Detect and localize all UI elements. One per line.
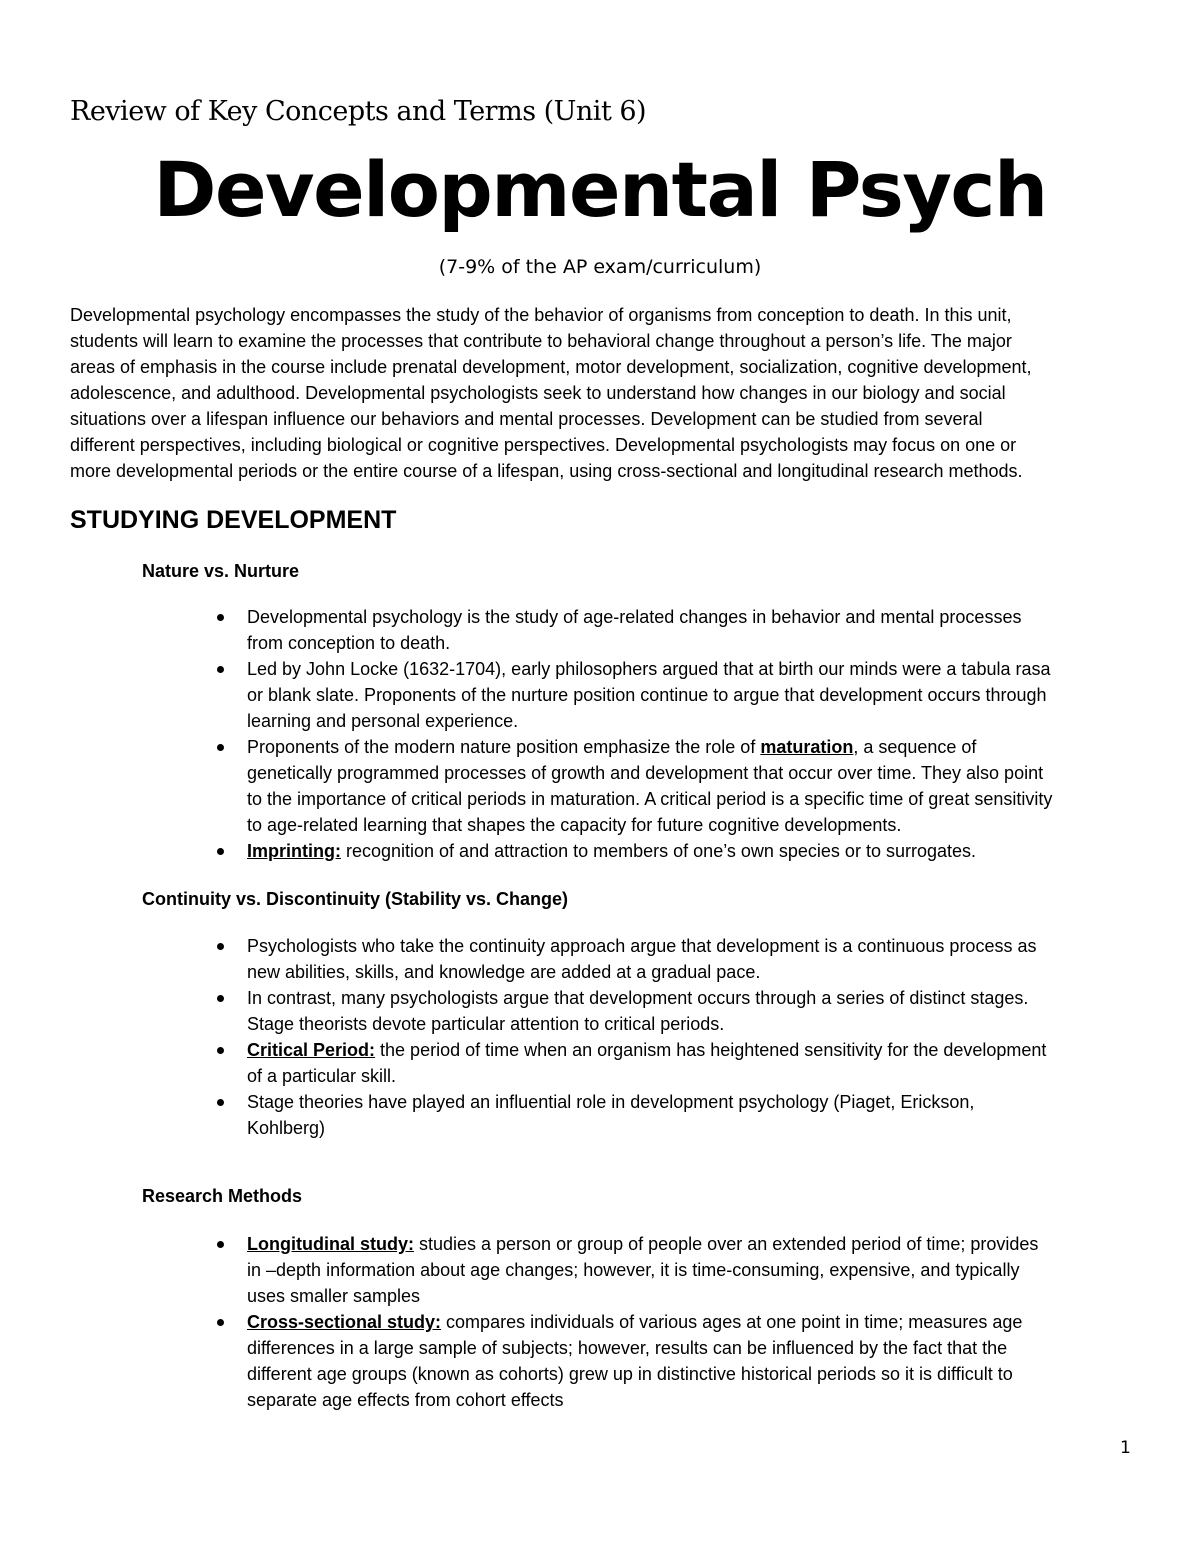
page-title: Developmental Psych <box>153 145 1047 234</box>
list-item-line: separate age effects from cohort effects <box>247 1390 564 1410</box>
list-item <box>247 1089 1147 1141</box>
list-item-line: from conception to death. <box>247 633 451 653</box>
intro-line: areas of emphasis in the course include prenatal development, motor development, socialization, cognitive development, <box>70 357 1032 377</box>
bullet-icon <box>217 1099 224 1106</box>
list-item-text: compares individuals of various ages at one point in time; measures age <box>441 1312 1023 1332</box>
list-item-line <box>247 1309 1147 1335</box>
list-item <box>247 1231 1147 1309</box>
list-item <box>247 656 1147 734</box>
bullet-icon <box>217 1241 224 1248</box>
intro-line: situations over a lifespan influence our behaviors and mental processes. Development can be studied from several <box>70 409 983 429</box>
list-item <box>247 604 1147 656</box>
bullet-icon <box>217 666 224 673</box>
list-item-line: to age-related learning that shapes the capacity for future cognitive developments. <box>247 815 902 835</box>
bullet-icon <box>217 744 224 751</box>
bullet-icon <box>217 614 224 621</box>
intro-line: more developmental periods or the entire course of a lifespan, using cross-sectional and longitudinal research methods. <box>70 461 1023 481</box>
nature-bullet-list <box>247 604 1147 864</box>
bullet-icon <box>217 1319 224 1326</box>
list-item <box>247 1309 1147 1413</box>
section-heading: STUDYING DEVELOPMENT <box>70 506 397 534</box>
research-bullet-list <box>247 1231 1147 1413</box>
intro-line: Developmental psychology encompasses the study of the behavior of organisms from conception to death. In this unit, <box>70 305 1012 325</box>
list-item-line: Kohlberg) <box>247 1118 326 1138</box>
bullet-icon <box>217 848 224 855</box>
continuity-bullet-list <box>247 933 1147 1141</box>
bullet-icon <box>217 995 224 1002</box>
bullet-icon <box>217 943 224 950</box>
list-item-line <box>247 1231 1147 1257</box>
term-imprinting: Imprinting: <box>247 841 341 861</box>
list-item-line <box>247 838 1147 864</box>
list-item <box>247 734 1147 838</box>
subheading-nature-vs-nurture: Nature vs. Nurture <box>142 561 300 581</box>
list-item-line: uses smaller samples <box>247 1286 421 1306</box>
list-item-text: recognition of and attraction to members of one’s own species or to surrogates. <box>340 841 976 861</box>
list-item-line: genetically programmed processes of growth and development that occur over time. They also point <box>247 763 1044 783</box>
term-cross-sectional-study: Cross-sectional study: <box>247 1312 442 1332</box>
bullet-icon <box>217 1047 224 1054</box>
list-item <box>247 838 1147 864</box>
list-item-text: the period of time when an organism has heightened sensitivity for the development <box>375 1040 1047 1060</box>
subheading-research-methods: Research Methods <box>142 1186 303 1206</box>
list-item <box>247 1037 1147 1089</box>
intro-paragraph <box>70 302 1140 484</box>
list-item-text: , a sequence of <box>853 737 977 757</box>
list-item-line: to the importance of critical periods in maturation. A critical period is a specific time of great sensitivity <box>247 789 1053 809</box>
list-item <box>247 933 1147 985</box>
list-item-line: of a particular skill. <box>247 1066 397 1086</box>
list-item-line: in –depth information about age changes; however, it is time-consuming, expensive, and typically <box>247 1260 1020 1280</box>
list-item-line: Psychologists who take the continuity approach argue that development is a continuous process as <box>247 936 1037 956</box>
list-item-line: Stage theorists devote particular attention to critical periods. <box>247 1014 725 1034</box>
subheading-continuity: Continuity vs. Discontinuity (Stability vs. Change) <box>142 889 569 909</box>
intro-line: adolescence, and adulthood. Developmental psychologists seek to understand how changes in our biology and social <box>70 383 1006 403</box>
review-title: Review of Key Concepts and Terms (Unit 6) <box>70 96 647 127</box>
list-item-line: or blank slate. Proponents of the nurture position continue to argue that development occurs through <box>247 685 1047 705</box>
page-subtitle: (7-9% of the AP exam/curriculum) <box>438 256 762 278</box>
list-item-line: Led by John Locke (1632-1704), early philosophers argued that at birth our minds were a tabula rasa <box>247 659 1051 679</box>
list-item-line: Stage theories have played an influential role in development psychology (Piaget, Erickson, <box>247 1092 975 1112</box>
list-item-line: new abilities, skills, and knowledge are added at a gradual pace. <box>247 962 761 982</box>
term-longitudinal-study: Longitudinal study: <box>247 1234 414 1254</box>
list-item-line <box>247 734 1147 760</box>
page-number: 1 <box>1120 1438 1131 1458</box>
list-item <box>247 985 1147 1037</box>
list-item-text: Proponents of the modern nature position emphasize the role of <box>247 737 761 757</box>
intro-line: students will learn to examine the processes that contribute to behavioral change throughout a person’s life. The major <box>70 331 1012 351</box>
list-item-line: different age groups (known as cohorts) grew up in distinctive historical periods so it is difficult to <box>247 1364 1013 1384</box>
list-item-line: learning and personal experience. <box>247 711 519 731</box>
list-item-line <box>247 1037 1147 1063</box>
list-item-line: In contrast, many psychologists argue that development occurs through a series of distinct stages. <box>247 988 1029 1008</box>
list-item-line: differences in a large sample of subjects; however, results can be influenced by the fact that the <box>247 1338 1008 1358</box>
term-maturation: maturation <box>760 737 854 757</box>
list-item-text: studies a person or group of people over an extended period of time; provides <box>413 1234 1039 1254</box>
intro-line: different perspectives, including biological or cognitive perspectives. Developmental psychologists may focus on one or <box>70 435 1017 455</box>
term-critical-period: Critical Period: <box>247 1040 376 1060</box>
list-item-line: Developmental psychology is the study of age-related changes in behavior and mental processes <box>247 607 1022 627</box>
